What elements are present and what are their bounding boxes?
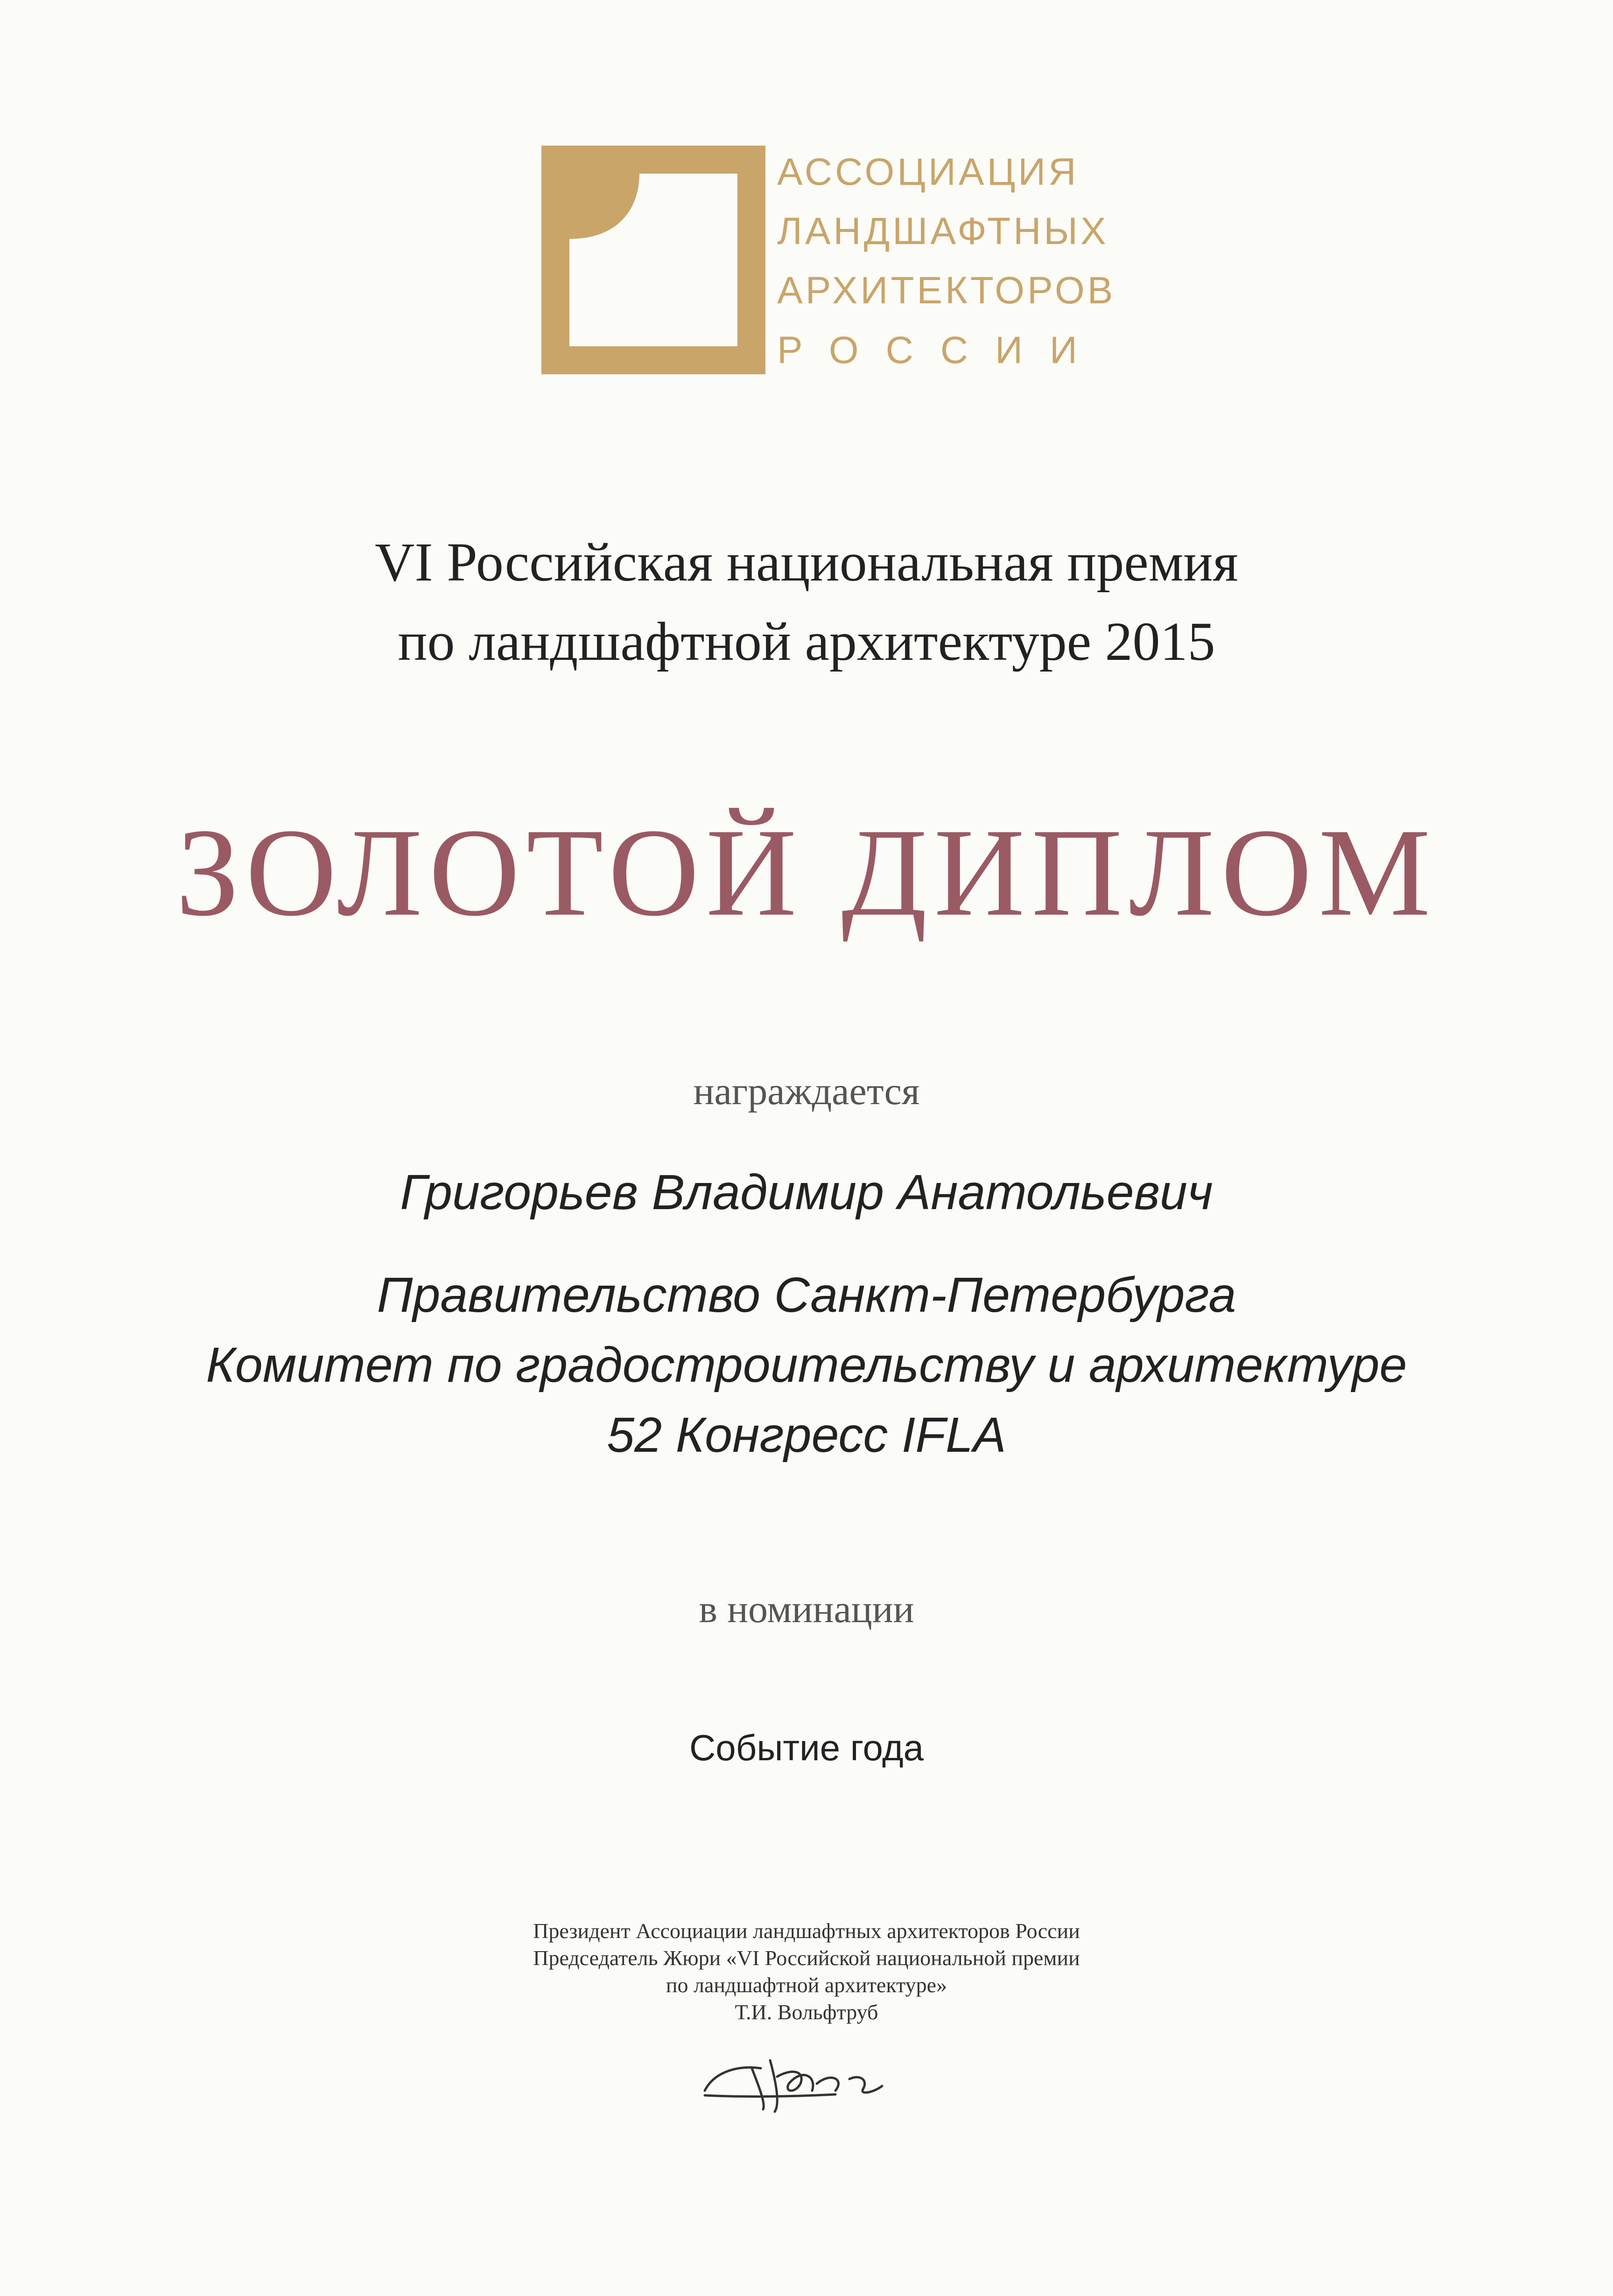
logo-text-line-1: АССОЦИАЦИЯ — [777, 151, 1079, 193]
heading-line-2: по ландшафтной архитектуре 2015 — [398, 611, 1215, 672]
recipient-org-line-1: Правительство Санкт-Петербурга — [377, 1267, 1236, 1323]
signatory-line-2: Председатель Жюри «VI Российской национальной премии — [533, 1946, 1080, 1970]
recipient-org-line-2: Комитет по градостроительству и архитектуре — [206, 1337, 1407, 1393]
signatory-line-3: по ландшафтной архитектуре» — [666, 1973, 947, 1997]
heading-line-1: VI Российская национальная премия — [375, 532, 1238, 593]
logo-text-line-3: АРХИТЕКТОРОВ — [777, 269, 1116, 312]
signature — [695, 2039, 929, 2114]
nomination-label: в номинации — [699, 1588, 914, 1631]
awarded-label: награждается — [693, 1070, 920, 1113]
signatory-line-1: Президент Ассоциации ландшафтных архитекторов России — [533, 1919, 1080, 1943]
signatory-line-4: Т.И. Вольфтруб — [735, 2000, 878, 2024]
recipient-name: Григорьев Владимир Анатольевич — [400, 1165, 1213, 1220]
logo-text-line-2: ЛАНДШАФТНЫХ — [777, 210, 1109, 252]
logo-mark — [541, 146, 765, 374]
nomination-value: Событие года — [689, 1727, 924, 1768]
recipient-org-line-3: 52 Конгресс IFLA — [607, 1407, 1006, 1463]
award-title: ЗОЛОТОЙ ДИПЛОМ — [175, 803, 1438, 942]
logo-text-line-4: РОССИИ — [777, 329, 1104, 371]
